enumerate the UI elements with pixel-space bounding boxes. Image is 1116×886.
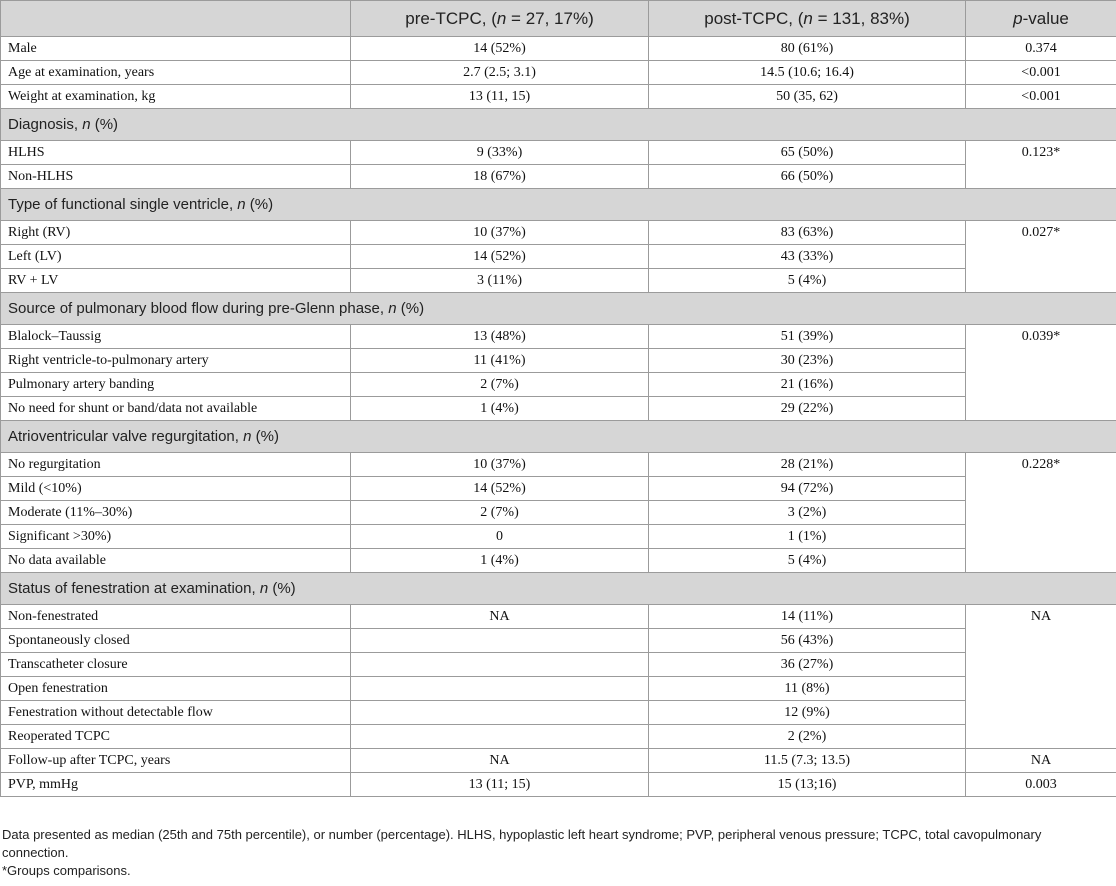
row-label: Non-HLHS [1,165,351,189]
post-tcpc-value: 2 (2%) [649,725,966,749]
pre-tcpc-value: 13 (48%) [351,325,649,349]
table-row [1,749,1116,773]
header-post-count: = 131, 83%) [812,8,910,28]
row-label: Open fenestration [1,677,351,701]
table-row [1,453,1116,477]
row-label: No data available [1,549,351,573]
row-label: HLHS [1,141,351,165]
pre-tcpc-value: 9 (33%) [351,141,649,165]
section-header-row [1,109,1116,141]
pre-tcpc-value [351,653,649,677]
post-tcpc-value: 30 (23%) [649,349,966,373]
section-title-pct: (%) [90,115,119,133]
row-label: Left (LV) [1,245,351,269]
post-tcpc-value: 15 (13;16) [649,773,966,797]
post-tcpc-value: 1 (1%) [649,525,966,549]
section-header-row [1,421,1116,453]
table-body [1,37,1116,797]
section-title-n: n [82,115,91,133]
section-title-pct: (%) [396,299,425,317]
pre-tcpc-value [351,725,649,749]
table-row [1,725,1116,749]
table-row [1,165,1116,189]
post-tcpc-value: 14 (11%) [649,605,966,629]
p-value: 0.039* [966,325,1116,421]
section-title [1,109,1116,141]
section-header-row [1,293,1116,325]
header-p: p [1013,8,1023,28]
p-value: NA [966,605,1116,749]
post-tcpc-value: 43 (33%) [649,245,966,269]
p-value: 0.228* [966,453,1116,573]
post-tcpc-value: 94 (72%) [649,477,966,501]
post-tcpc-value: 51 (39%) [649,325,966,349]
post-tcpc-value: 3 (2%) [649,501,966,525]
table-row [1,701,1116,725]
pre-tcpc-value: 10 (37%) [351,453,649,477]
pre-tcpc-value: 2 (7%) [351,501,649,525]
pre-tcpc-value: 1 (4%) [351,397,649,421]
table-row [1,141,1116,165]
row-label: No regurgitation [1,453,351,477]
pre-tcpc-value [351,629,649,653]
row-label: Right (RV) [1,221,351,245]
table-row [1,549,1116,573]
p-value: <0.001 [966,61,1116,85]
section-title-n: n [243,427,252,445]
table-row [1,477,1116,501]
pre-tcpc-value: 14 (52%) [351,37,649,61]
row-label: Mild (<10%) [1,477,351,501]
pre-tcpc-value: 18 (67%) [351,165,649,189]
section-header-row [1,573,1116,605]
section-title-pct: (%) [245,195,274,213]
row-label: Moderate (11%–30%) [1,501,351,525]
p-value: 0.374 [966,37,1116,61]
row-label: Blalock–Taussig [1,325,351,349]
pre-tcpc-value: 14 (52%) [351,477,649,501]
section-title-n: n [237,195,246,213]
section-title-text: Type of functional single ventricle, [8,195,238,213]
p-value: 0.003 [966,773,1116,797]
section-title-n: n [388,299,397,317]
pre-tcpc-value: NA [351,605,649,629]
p-value: <0.001 [966,85,1116,109]
table-row [1,325,1116,349]
section-title-pct: (%) [268,579,296,597]
post-tcpc-value: 50 (35, 62) [649,85,966,109]
pre-tcpc-value: 14 (52%) [351,245,649,269]
p-value: NA [966,749,1116,773]
table-row [1,61,1116,85]
header-p-value [966,1,1116,37]
row-label: Follow-up after TCPC, years [1,749,351,773]
table-footnotes [0,826,1110,880]
pre-tcpc-value: NA [351,749,649,773]
pre-tcpc-value: 10 (37%) [351,221,649,245]
row-label: Male [1,37,351,61]
post-tcpc-value: 56 (43%) [649,629,966,653]
section-title [1,573,1116,605]
pre-tcpc-value: 0 [351,525,649,549]
table-row [1,653,1116,677]
row-label: RV + LV [1,269,351,293]
pre-tcpc-value: 13 (11, 15) [351,85,649,109]
table-row [1,605,1116,629]
pre-tcpc-value: 2 (7%) [351,373,649,397]
footnote-asterisk: *Groups comparisons. [2,863,131,878]
pre-tcpc-value: 2.7 (2.5; 3.1) [351,61,649,85]
header-post-text: post-TCPC, ( [704,8,804,28]
post-tcpc-value: 28 (21%) [649,453,966,477]
header-post-tcpc [649,1,966,37]
post-tcpc-value: 29 (22%) [649,397,966,421]
post-tcpc-value: 11.5 (7.3; 13.5) [649,749,966,773]
p-value: 0.027* [966,221,1116,293]
header-label-column [1,1,351,37]
table-row [1,37,1116,61]
table-row [1,373,1116,397]
pre-tcpc-value: 13 (11; 15) [351,773,649,797]
row-label: Right ventricle-to-pulmonary artery [1,349,351,373]
row-label: Age at examination, years [1,61,351,85]
section-title-text: Diagnosis, [8,115,83,133]
row-label: PVP, mmHg [1,773,351,797]
table-row [1,349,1116,373]
section-title-text: Status of fenestration at examination, [8,579,260,597]
header-row [1,1,1116,37]
header-pre-count: = 27, 17%) [506,8,594,28]
table-row [1,85,1116,109]
section-title [1,421,1116,453]
row-label: Spontaneously closed [1,629,351,653]
table-row [1,245,1116,269]
post-tcpc-value: 36 (27%) [649,653,966,677]
header-pre-text: pre-TCPC, ( [405,8,497,28]
section-title [1,189,1116,221]
pre-tcpc-value [351,677,649,701]
header-p-suffix: -value [1022,8,1069,28]
footnote-abbreviations: Data presented as median (25th and 75th percentile), or number (percentage). HLHS, hypoplastic left heart syndrome; PVP, peripheral venous pressure; TCPC, total cavopulmonary connection. [2,827,1042,860]
table-row [1,397,1116,421]
post-tcpc-value: 11 (8%) [649,677,966,701]
post-tcpc-value: 80 (61%) [649,37,966,61]
row-label: Pulmonary artery banding [1,373,351,397]
table-row [1,677,1116,701]
table-row [1,501,1116,525]
row-label: Significant >30%) [1,525,351,549]
post-tcpc-value: 66 (50%) [649,165,966,189]
header-pre-tcpc [351,1,649,37]
header-pre-n: n [496,8,507,28]
table-row [1,269,1116,293]
pre-tcpc-value [351,701,649,725]
table-row [1,221,1116,245]
post-tcpc-value: 83 (63%) [649,221,966,245]
p-value: 0.123* [966,141,1116,189]
pre-tcpc-value: 3 (11%) [351,269,649,293]
section-title [1,293,1116,325]
pre-tcpc-value: 11 (41%) [351,349,649,373]
row-label: Non-fenestrated [1,605,351,629]
post-tcpc-value: 5 (4%) [649,269,966,293]
pre-tcpc-value: 1 (4%) [351,549,649,573]
post-tcpc-value: 21 (16%) [649,373,966,397]
table-row [1,629,1116,653]
post-tcpc-value: 12 (9%) [649,701,966,725]
section-title-text: Atrioventricular valve regurgitation, [8,427,244,445]
header-post-n: n [803,8,813,28]
post-tcpc-value: 65 (50%) [649,141,966,165]
row-label: Transcatheter closure [1,653,351,677]
row-label: Reoperated TCPC [1,725,351,749]
section-title-n: n [259,579,269,597]
table-row [1,773,1116,797]
row-label: Fenestration without detectable flow [1,701,351,725]
row-label: No need for shunt or band/data not available [1,397,351,421]
post-tcpc-value: 14.5 (10.6; 16.4) [649,61,966,85]
post-tcpc-value: 5 (4%) [649,549,966,573]
table-row [1,525,1116,549]
section-title-pct: (%) [251,427,279,445]
section-header-row [1,189,1116,221]
section-title-text: Source of pulmonary blood flow during pre-Glenn phase, [8,299,389,317]
row-label: Weight at examination, kg [1,85,351,109]
